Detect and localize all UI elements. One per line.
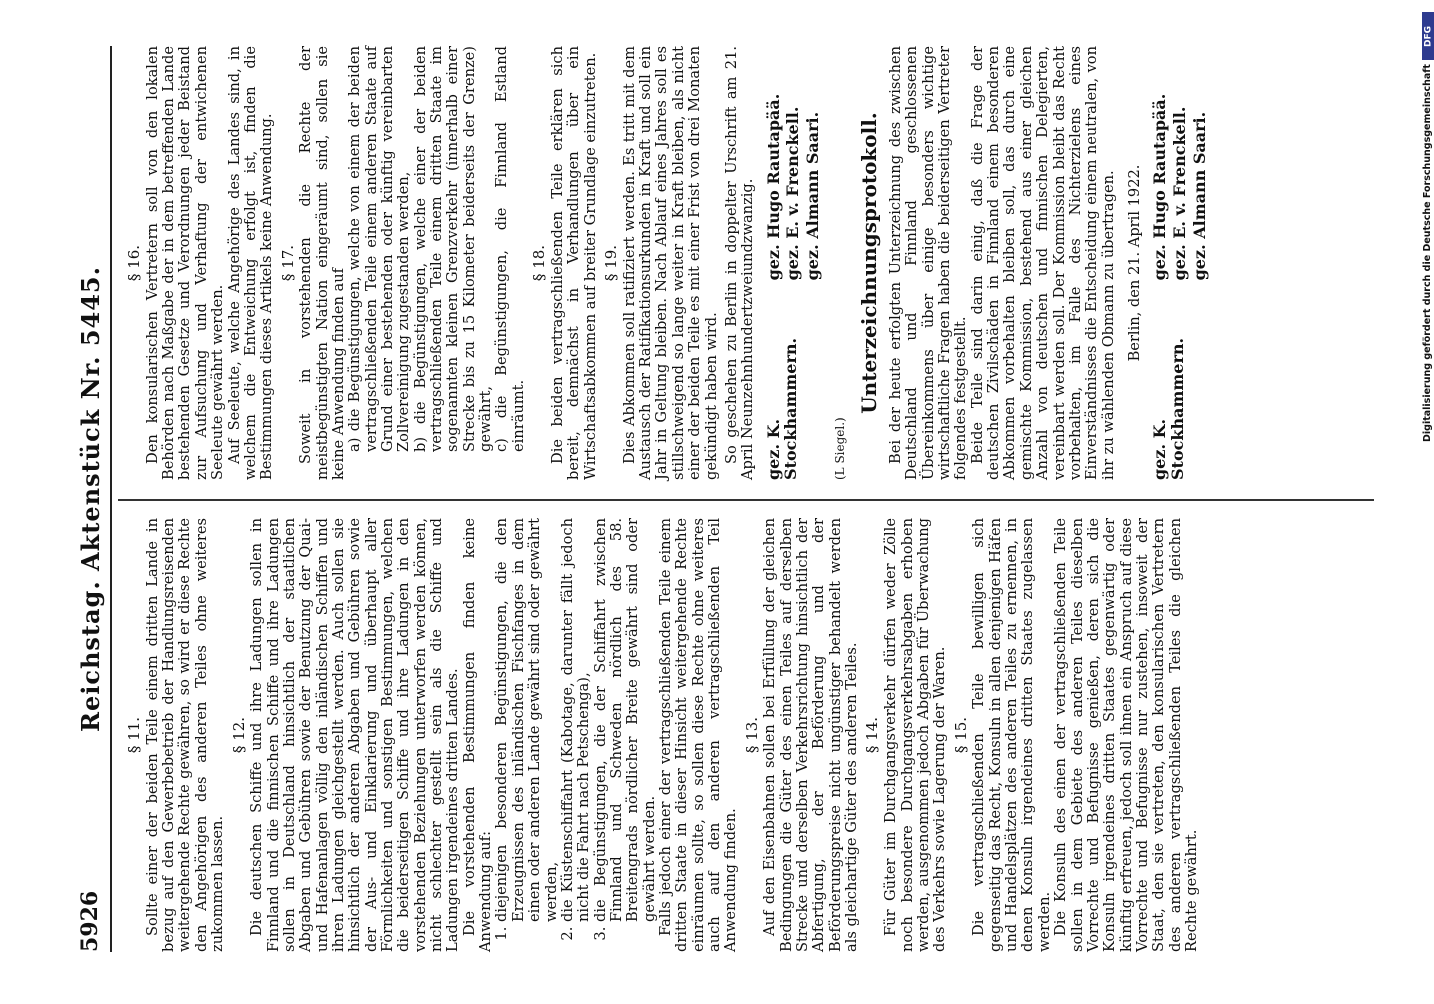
signature-block [765, 46, 825, 480]
paragraph: Die vertragschließenden Teile bewilligen sich gegenseitig das Recht, Konsuln in allen denjenigen Häfen und Handelsplätzen des anderen Teiles zu ernennen, in denen Konsuln irgendeines dritten Staates zugelassen werden. [970, 518, 1053, 952]
section-heading: § 12. [229, 716, 248, 754]
signature: gez. E. v. Frenckell. [783, 106, 803, 281]
signature: gez. K. Stockhammern. [763, 337, 801, 480]
section-heading: § 13. [742, 716, 761, 754]
sub-list [347, 46, 527, 452]
page-number: 5926 [77, 890, 103, 952]
signature: gez. K. Stockhammern. [1150, 337, 1188, 480]
paragraph: So geschehen zu Berlin in doppelter Urschrift am 21. April Neunzehnhundertzweiundzwanzig. [722, 46, 757, 480]
signature: gez. E. v. Frenckell. [1170, 106, 1190, 281]
paragraph: Auf den Eisenbahnen sollen bei Erfüllung der gleichen Bedingungen die Güter des einen Teiles auf derselben Strecke und derselben Verkehrsrichtung hinsichtlich der Abfertigung, der Beförderung und der Beförderungspreise nicht ungünstiger behandelt werden als gleichartige Güter des anderen Teiles. [761, 518, 861, 952]
date-line: Berlin, den 21. April 1922. [1125, 164, 1143, 362]
paragraph: Falls jedoch einer der vertragschließenden Teile einem dritten Staate in dieser Hinsicht weitergehende Rechte einräumen sollte, so sollen diese Rechte ohne weiteres auch auf den anderen vertragschließenden Teil Anwendung finden. [656, 518, 740, 952]
column-divider [118, 500, 1374, 502]
signature-group [765, 46, 825, 280]
paragraph: Den konsularischen Vertretern soll von den lokalen Behörden nach Maßgabe der in dem betreffenden Lande bestehenden Gesetze und Verordnungen jeder Beistand zur Aufsuchung und Verhaftung der entwichenen Seeleute gewährt werden. [143, 46, 227, 480]
protocol-title: Unterzeichnungsprotokoll. [856, 112, 881, 414]
paragraph: Sollte einer der beiden Teile einem dritten Lande in bezug auf den Gewerbebetrieb der Handlungsreisenden weitergehende Rechte gewähren, so wird er diese Rechte den Angehörigen des anderen Teiles ohne weiteres zukommen lassen. [143, 518, 227, 952]
section-heading: § 16. [125, 244, 143, 282]
signature-block [1151, 46, 1211, 480]
exception-list [494, 518, 657, 952]
document-page [30, 20, 1404, 980]
left-column [122, 518, 1200, 952]
seal-note: (L Siegel.) [833, 417, 848, 480]
section-heading: § 15. [951, 716, 970, 754]
list-item: b) die Begünstigungen, welche einer der beiden vertragschließenden Teile einem dritten Staate im sogenannten kleinen Grenzverkehr (innerhalb einer Strecke bis zu 15 Kilometer beiderseits der Grenze) gewährt, [411, 46, 495, 452]
section-heading: § 17. [278, 244, 297, 282]
digitization-sidebar [1422, 12, 1434, 992]
signature-group [1151, 46, 1211, 280]
list-item: 1. diejenigen besonderen Begünstigungen, die den Erzeugnissen des inländischen Fischfanges in dem einen oder anderen Lande gewährt sind oder gewährt werden, [494, 518, 559, 922]
signature: gez. Almann Saari. [1190, 111, 1210, 281]
paragraph: Die Konsuln des einen der vertragschließenden Teile sollen in dem Gebiete des anderen Teiles dieselben Vorrechte und Befugnisse genießen, deren sich die Konsuln irgendeines dritten Staates gegenwärtig oder künftig erfreuen, jedoch soll ihnen ein Anspruch auf diese Vorrechte und Befugnisse nur zustehen, insoweit der Staat, den sie vertreten, den konsularischen Vertretern des anderen vertragschließenden Teiles die gleichen Rechte gewährt. [1052, 518, 1200, 952]
list-item: a) die Begünstigungen, welche von einem der beiden vertragschließenden Teile einem anderen Staate auf Grund einer bestehenden oder künftig vereinbarten Zollvereinigung zugestanden werden, [346, 46, 413, 452]
page-header [74, 46, 112, 952]
section-heading: § 14. [863, 716, 882, 754]
signature: gez. Hugo Rautapää. [1150, 93, 1170, 281]
paragraph: Bei der heute erfolgten Unterzeichnung des zwischen Deutschland und Finnland geschlossenen Übereinkommens über einige besonders wichtige wirtschaftliche Fragen haben die beiderseitigen Vertreter folgendes festgestellt. [887, 46, 970, 480]
section-heading: § 19. [601, 244, 620, 282]
signature: gez. Almann Saari. [803, 111, 823, 281]
paragraph: Für Güter im Durchgangsverkehr dürfen weder Zölle noch besondere Durchgangsverkehrsabgaben erhoben werden, ausgenommen jedoch Abgaben für Überwachung des Verkehrs sowie Lagerung der Waren. [882, 518, 949, 952]
list-item: 2. die Küstenschiffahrt (Kabotage, darunter fällt jedoch nicht die Fahrt nach Petschenga), [560, 518, 593, 922]
paragraph: Die beiden vertragschließenden Teile erklären sich bereit, demnächst in Verhandlungen über ein Wirtschaftsabkommen auf breiter Grundlage einzutreten. [548, 46, 599, 480]
paragraph: Dies Abkommen soll ratifiziert werden. Es tritt mit dem Austausch der Ratifikationsurkunden in Kraft und soll ein Jahr in Geltung bleiben. Nach Ablauf eines Jahres soll es stillschweigend so lange weiter in Kraft bleiben, als nicht einer der beiden Teile es mit einer Frist von drei Monaten gekündigt haben wird. [620, 46, 720, 480]
paragraph: Soweit in vorstehenden die Rechte der meistbegünstigten Nation eingeräumt sind, sollen sie keine Anwendung finden auf [297, 46, 348, 480]
section-heading: § 11. [125, 716, 143, 754]
paragraph: Die vorstehenden Bestimmungen finden keine Anwendung auf: [460, 518, 495, 952]
signature: gez. Hugo Rautapää. [763, 93, 783, 281]
paragraph: Beide Teile sind darin einig, daß die Frage der deutschen Zivilschäden in Finnland einem besonderen Abkommen vorbehalten bleiben soll, das durch eine gemischte Kommission, bestehend aus einer gleichen Anzahl von deutschen und finnischen Delegierten, vereinbart werden soll. Der Kommission bleibt das Recht vorbehalten, im Falle des Nichterzielens eines Einverständnisses die Entscheidung einem neutralen, von ihr zu wählenden Obmann zu übertragen. [968, 46, 1117, 480]
paragraph: Auf Seeleute, welche Angehörige des Landes sind, in welchem die Entweichung erfolgt ist, finden die Bestimmungen dieses Artikels keine Anwendung. [225, 46, 276, 480]
page-title: Reichstag. Aktenstück Nr. 5445. [76, 266, 105, 732]
section-heading: § 18. [530, 244, 549, 282]
list-item: c) die Begünstigungen, die Finnland Estland einräumt. [493, 46, 527, 452]
dfg-logo: DFG [1422, 12, 1434, 60]
list-item: 3. die Begünstigungen, die der Schiffahrt zwischen Finnland und Schweden nördlich des 58. Breitengrads nördlicher Breite gewährt sind oder gewährt werden. [593, 518, 658, 922]
right-column [122, 46, 1211, 480]
funding-note: Digitalisierung gefördert durch die Deutsche Forschungsgemeinschaft [1422, 64, 1433, 442]
paragraph: Die deutschen Schiffe und ihre Ladungen sollen in Finnland und die finnischen Schiffe und ihre Ladungen sollen in Deutschland hinsichtlich der staatlichen Abgaben und Gebühren sowie der Benutzung der Quai- und Hafenanlagen völlig den inländischen Schiffen und ihren Ladungen gleichgestellt werden. Auch sollen sie hinsichtlich der anderen Abgaben und Gebühren sowie der Aus- und Einklarierung und überhaupt aller Förmlichkeiten und sonstigen Bestimmungen, welchen die beiderseitigen Schiffe und ihre Ladungen in den vorstehenden Beziehungen unterworfen werden können, nicht schlechter gestellt sein als die Schiffe und Ladungen irgendeines dritten Landes. [248, 518, 462, 952]
